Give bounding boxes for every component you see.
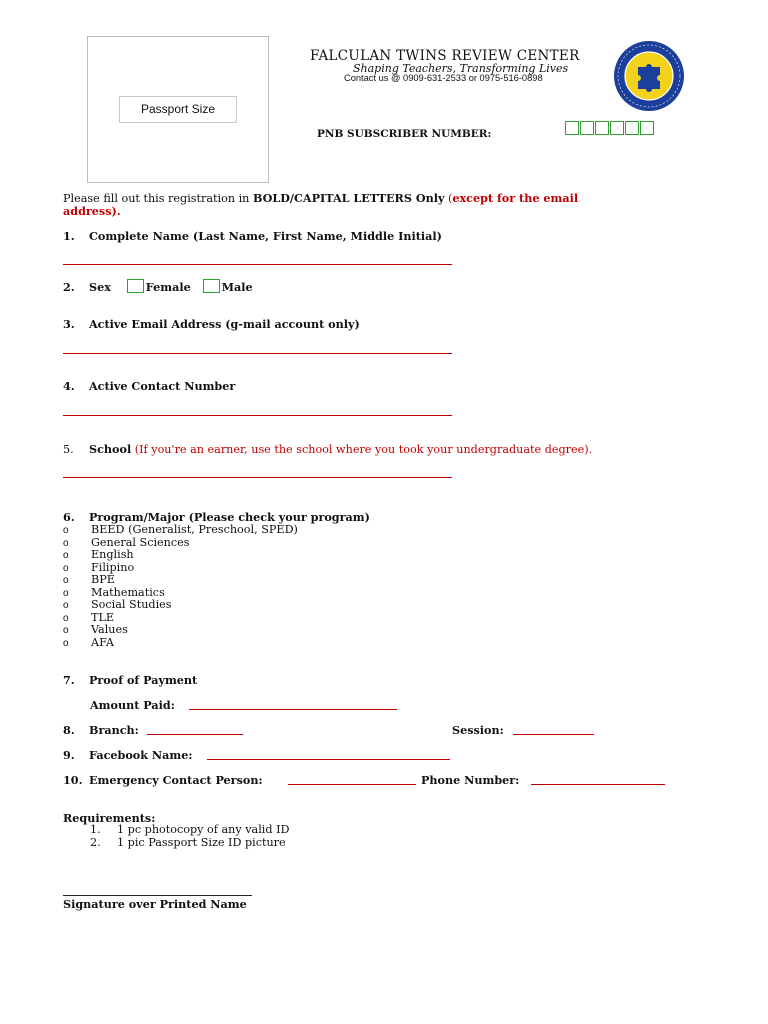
field-label: Program/Major (Please check your program) — [89, 510, 370, 524]
program-option[interactable] — [63, 598, 172, 611]
bullet-icon: o — [63, 562, 69, 574]
program-label: AFA — [91, 635, 114, 649]
program-option[interactable] — [63, 636, 114, 649]
bullet-icon: o — [63, 587, 69, 599]
requirement-text: 1 pic Passport Size ID picture — [117, 836, 286, 849]
review-center-logo — [612, 39, 686, 113]
field-number: 4. — [63, 379, 75, 393]
field-program-label — [63, 510, 370, 524]
pnb-digit-box[interactable] — [640, 121, 654, 135]
facebook-name-field[interactable] — [207, 759, 450, 760]
program-option[interactable] — [63, 573, 115, 586]
program-option[interactable] — [63, 523, 298, 536]
pnb-digit-box[interactable] — [625, 121, 639, 135]
field-number: 5. — [63, 443, 74, 456]
bullet-icon: o — [63, 612, 69, 624]
program-option[interactable] — [63, 536, 190, 549]
program-label: General Sciences — [91, 535, 190, 549]
requirement-text: 1 pc photocopy of any valid ID — [117, 823, 290, 836]
bullet-icon: o — [63, 550, 69, 561]
field-school-label — [63, 442, 592, 456]
session-label: Session: — [452, 723, 504, 737]
field-email-label — [63, 317, 360, 331]
signature-field[interactable] — [63, 895, 252, 896]
field-label: Facebook Name: — [89, 748, 193, 762]
program-label: Mathematics — [91, 585, 165, 599]
program-label: English — [91, 548, 134, 561]
program-option[interactable] — [63, 586, 165, 599]
requirement-item — [90, 823, 289, 836]
program-option[interactable] — [63, 548, 134, 561]
field-label: Emergency Contact Person: — [89, 773, 263, 787]
program-label: TLE — [91, 610, 115, 624]
bullet-icon: o — [63, 600, 69, 611]
amount-paid-field[interactable] — [189, 709, 397, 710]
pnb-subscriber-label: PNB SUBSCRIBER NUMBER: — [317, 128, 492, 140]
contact-info: Contact us @ 0909-631-2533 or 0975-516-0898 — [344, 73, 543, 83]
instruction-line-1 — [63, 191, 578, 205]
branch-field[interactable] — [147, 734, 243, 735]
program-label: Filipino — [91, 560, 135, 574]
school-note: (If you're an earner, use the school where you took your undergraduate degree). — [134, 443, 593, 456]
program-option[interactable] — [63, 611, 114, 624]
pnb-digit-box[interactable] — [580, 121, 594, 135]
field-number: 9. — [63, 748, 75, 762]
pnb-digit-box[interactable] — [610, 121, 624, 135]
bullet-icon: o — [63, 637, 69, 649]
instruction-red: except for the email — [452, 191, 579, 205]
school-field[interactable] — [63, 477, 452, 478]
field-number: 2. — [63, 280, 75, 294]
pnb-digit-box[interactable] — [595, 121, 609, 135]
field-label: School — [89, 442, 132, 456]
session-field[interactable] — [513, 734, 594, 735]
program-label: BEED (Generalist, Preschool, SPED) — [91, 523, 298, 536]
phone-number-field[interactable] — [531, 784, 665, 785]
field-label: Active Contact Number — [89, 379, 236, 393]
instruction-line-2: address). — [63, 204, 121, 218]
bullet-icon: o — [63, 537, 69, 549]
field-contact-number-label — [63, 379, 235, 393]
requirement-number: 1. — [90, 823, 101, 836]
field-number: 3. — [63, 317, 75, 331]
requirement-number: 2. — [90, 836, 101, 849]
field-number: 6. — [63, 510, 75, 524]
pnb-digit-box[interactable] — [565, 121, 579, 135]
female-checkbox[interactable] — [127, 279, 144, 293]
bullet-icon: o — [63, 525, 69, 536]
male-checkbox[interactable] — [203, 279, 220, 293]
tagline: Shaping Teachers, Transforming Lives — [353, 62, 569, 75]
field-branch-label — [63, 723, 139, 737]
bullet-icon: o — [63, 625, 69, 636]
signature-label: Signature over Printed Name — [63, 897, 247, 911]
program-option[interactable] — [63, 561, 134, 574]
program-label: Social Studies — [91, 598, 172, 611]
female-label: Female — [145, 280, 191, 294]
field-proof-of-payment-label — [63, 673, 197, 687]
requirements-title: Requirements: — [63, 811, 156, 825]
field-number: 10. — [63, 773, 83, 787]
program-label: BPE — [91, 573, 115, 586]
field-number: 7. — [63, 673, 75, 687]
instruction-red-open: ( — [444, 192, 453, 205]
instruction-prefix: Please fill out this registration in — [63, 192, 253, 205]
complete-name-field[interactable] — [63, 264, 452, 265]
program-option[interactable] — [63, 623, 128, 636]
field-emergency-contact-label — [63, 773, 263, 787]
review-center-name: FALCULAN TWINS REVIEW CENTER — [310, 48, 580, 64]
instruction-bold: BOLD/CAPITAL LETTERS Only — [252, 191, 445, 205]
field-number: 1. — [63, 229, 75, 243]
field-label: Sex — [89, 280, 111, 294]
field-sex — [63, 279, 253, 294]
program-label: Values — [91, 623, 128, 636]
field-label: Active Email Address (g-mail account only) — [89, 317, 360, 331]
amount-paid-label: Amount Paid: — [90, 698, 175, 712]
field-label: Proof of Payment — [89, 673, 198, 687]
emergency-contact-field[interactable] — [288, 784, 416, 785]
email-field[interactable] — [63, 353, 452, 354]
pnb-subscriber-number-boxes[interactable] — [565, 121, 654, 135]
field-facebook-label — [63, 748, 192, 762]
male-label: Male — [221, 280, 253, 294]
passport-size-label: Passport Size — [119, 96, 237, 123]
bullet-icon: o — [63, 575, 69, 586]
field-number: 8. — [63, 723, 75, 737]
phone-number-label: Phone Number: — [421, 773, 520, 787]
field-label: Branch: — [89, 723, 139, 737]
field-complete-name-label — [63, 229, 442, 243]
requirement-item — [90, 836, 286, 849]
field-label: Complete Name (Last Name, First Name, Middle Initial) — [89, 229, 442, 243]
contact-number-field[interactable] — [63, 415, 452, 416]
